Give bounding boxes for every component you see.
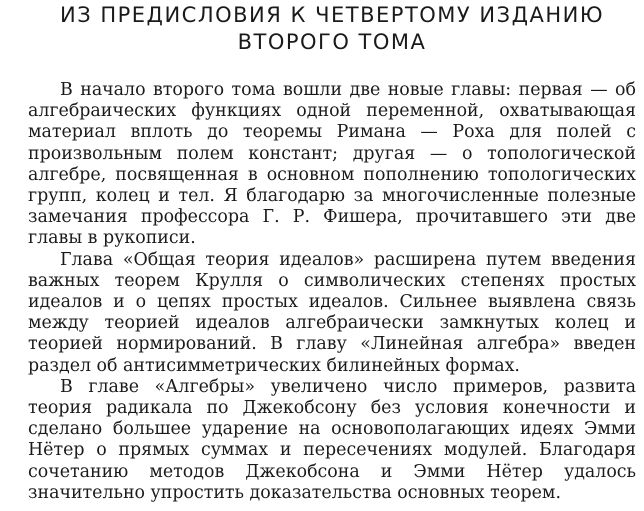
document-page: [28, 0, 636, 504]
paragraph-new-chapters: В начало второго тома вошли две новые главы: первая — об алгебраических функциях одной переменной, охватывающая материал вплоть до теоремы Римана — Роха для полей с произвольным полем констант; другая — о топологической алгебре, посвященная в основном пополнению топологических групп, колец и тел. Я благодарю за многочисленные полезные замечания профессора Г. Р. Фишера, прочитавшего эти две главы в рукописи.: [28, 80, 636, 249]
page-title: [28, 2, 636, 56]
page-title-line-2: ВТОРОГО ТОМА: [237, 30, 427, 54]
preface-body: [28, 80, 636, 504]
paragraph-algebras: В главе «Алгебры» увеличено число примеров, развита теория радикала по Джекобсону без условия конечности и сделано большее ударение на основополагающих идеях Эмми Нётер о прямых суммах и пересечениях модулей. Благодаря сочетанию методов Джекобсона и Эмми Нётер удалось значительно упростить доказательства основных теорем.: [28, 376, 636, 503]
paragraph-ideal-theory: Глава «Общая теория идеалов» расширена путем введения важных теорем Крулля о символических степенях простых идеалов и о цепях простых идеалов. Сильнее выявлена связь между теорией идеалов алгебраически замкнутых колец и теорией нормирований. В главу «Линейная алгебра» введен раздел об антисимметрических билинейных формах.: [28, 249, 636, 376]
page-title-line-1: ИЗ ПРЕДИСЛОВИЯ К ЧЕТВЕРТОМУ ИЗДАНИЮ: [59, 3, 605, 27]
